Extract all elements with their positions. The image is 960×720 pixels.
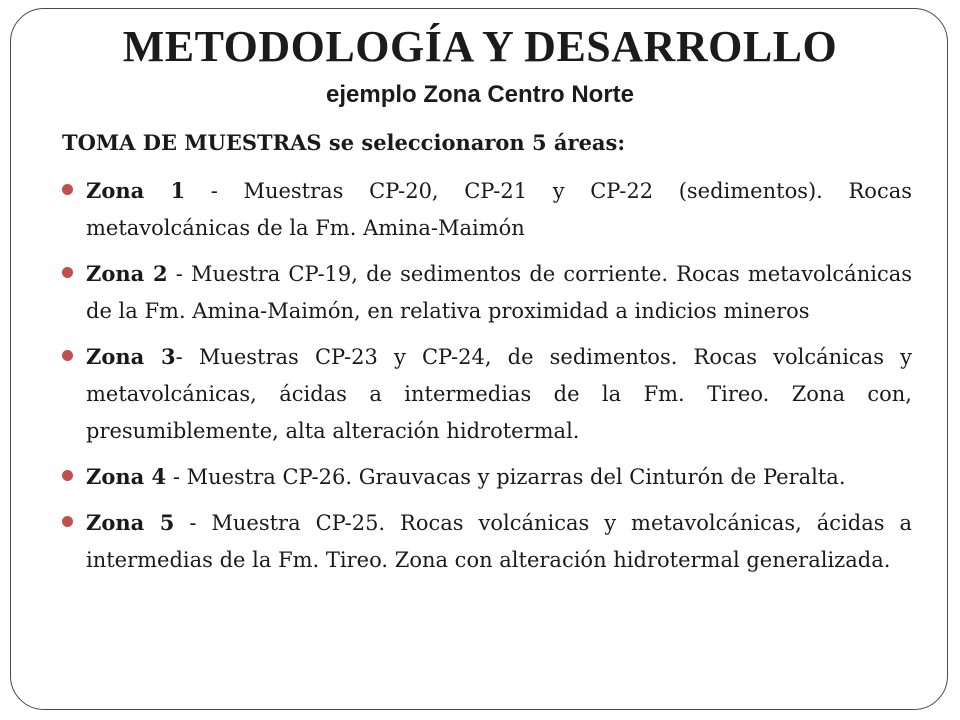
zone-label: Zona 3 — [86, 344, 176, 369]
zone-item-4 — [62, 458, 912, 496]
zone-item-3 — [62, 338, 912, 450]
bullet-icon — [62, 470, 73, 481]
zone-list — [62, 172, 912, 587]
zone-text: - Muestras CP-23 y CP-24, de sedimentos. Rocas volcánicas y metavolcánicas, ácidas a intermedias de la Fm. Tireo. Zona con, presumiblemente, alta alteración hidrotermal. — [86, 345, 912, 443]
zone-label: Zona 1 — [86, 178, 186, 203]
bullet-icon — [62, 184, 73, 195]
bullet-icon — [62, 350, 73, 361]
zone-text: - Muestra CP-26. Grauvacas y pizarras del Cinturón de Peralta. — [166, 465, 846, 489]
zone-text: - Muestra CP-19, de sedimentos de corriente. Rocas metavolcánicas de la Fm. Amina-Maimón, en relativa proximidad a indicios mineros — [86, 262, 912, 323]
zone-item-1 — [62, 172, 912, 247]
zone-label: Zona 2 — [86, 261, 168, 286]
zone-item-5 — [62, 504, 912, 579]
zone-item-2 — [62, 255, 912, 330]
slide-subtitle: ejemplo Zona Centro Norte — [325, 81, 635, 108]
zone-label: Zona 5 — [86, 510, 175, 535]
zone-label: Zona 4 — [86, 464, 167, 489]
bullet-icon — [62, 267, 73, 278]
section-intro: TOMA DE MUESTRAS se seleccionaron 5 áreas: — [62, 130, 626, 155]
bullet-icon — [62, 516, 73, 527]
zone-text: - Muestras CP-20, CP-21 y CP-22 (sedimentos). Rocas metavolcánicas de la Fm. Amina-Maimón — [86, 179, 912, 240]
slide-title: METODOLOGÍA Y DESARROLLO — [122, 22, 838, 71]
zone-text: - Muestra CP-25. Rocas volcánicas y metavolcánicas, ácidas a intermedias de la Fm. Tireo. Zona con alteración hidrotermal generalizada. — [86, 511, 912, 572]
